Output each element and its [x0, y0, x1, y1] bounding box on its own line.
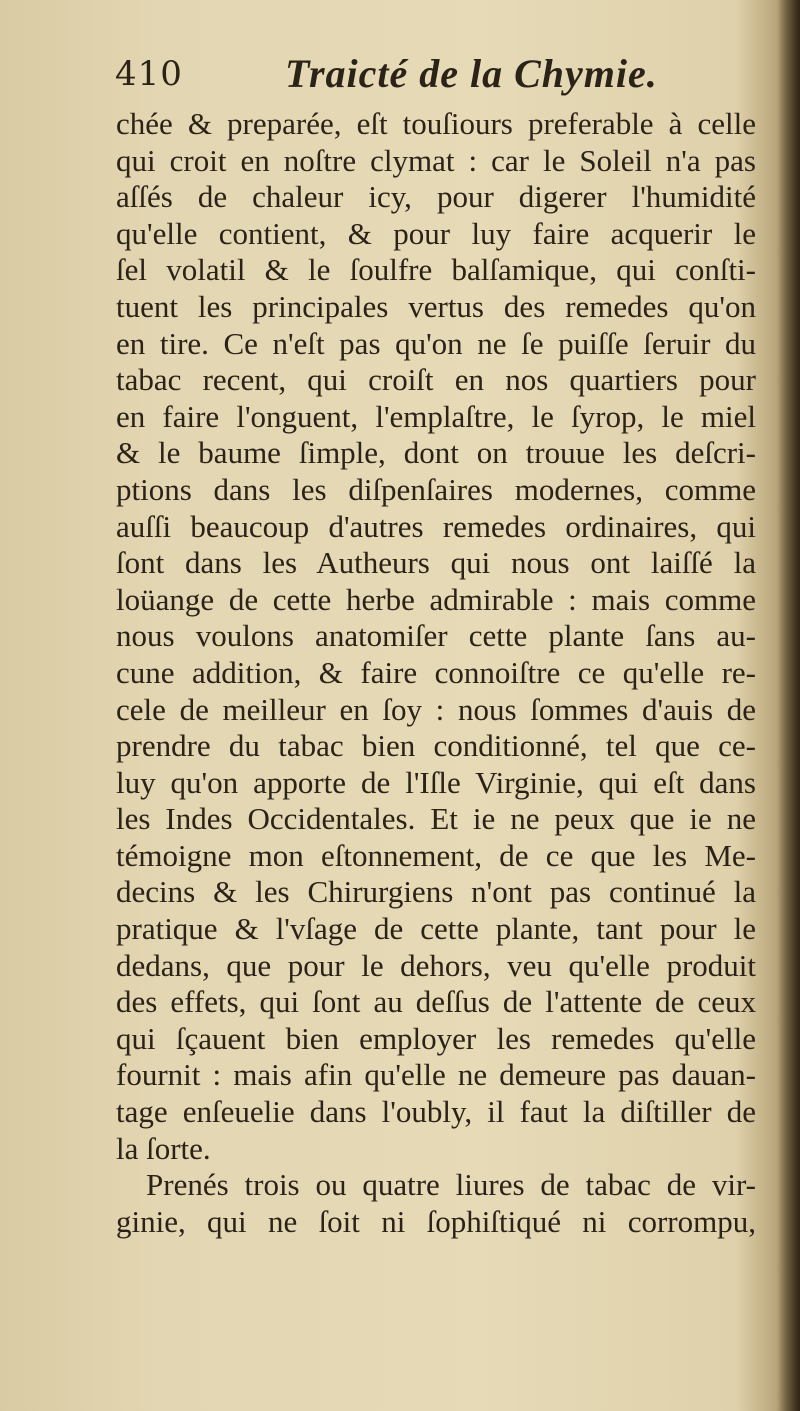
- text-line: auſſi beaucoup d'autres remedes ordinaires, qui: [116, 508, 756, 544]
- text-line: decins & les Chirurgiens n'ont pas continué la: [116, 874, 756, 910]
- text-line: en faire l'onguent, l'emplaſtre, le ſyrop, le miel: [116, 398, 756, 434]
- text-line: aſſés de chaleur icy, pour digerer l'humidité: [116, 179, 756, 215]
- text-line: qui croit en noſtre clymat : car le Soleil n'a pas: [116, 142, 756, 178]
- running-title: Traicté de la Chymie.: [285, 51, 658, 96]
- page-header: [115, 50, 675, 102]
- text-line: les Indes Occidentales. Et ie ne peux que ie ne: [116, 801, 756, 837]
- text-line: témoigne mon eſtonnement, de ce que les Me-: [116, 837, 756, 873]
- text-line: dedans, que pour le dehors, veu qu'elle produit: [116, 947, 756, 983]
- text-line: la ſorte.: [116, 1130, 211, 1166]
- text-line: Prenés trois ou quatre liures de tabac de vir-: [146, 1167, 756, 1203]
- text-line: cune addition, & faire connoiſtre ce qu'elle re-: [116, 654, 756, 690]
- text-line: des effets, qui ſont au deſſus de l'attente de ceux: [116, 984, 756, 1020]
- text-line: tuent les principales vertus des remedes qu'on: [116, 288, 756, 324]
- text-line: ſel volatil & le ſoulfre balſamique, qui conſti-: [116, 252, 756, 288]
- body-text: [116, 106, 756, 1240]
- text-line: nous voulons anatomiſer cette plante ſans au-: [116, 618, 756, 654]
- page-number: 410: [115, 54, 183, 94]
- text-line: en tire. Ce n'eſt pas qu'on ne ſe puiſſe ſeruir du: [116, 325, 756, 361]
- page-gutter-shadow: [778, 0, 800, 1411]
- text-line: tabac recent, qui croiſt en nos quartiers pour: [116, 362, 756, 398]
- text-line: tage enſeuelie dans l'oubly, il faut la diſtiller de: [116, 1094, 756, 1130]
- text-line: loüange de cette herbe admirable : mais comme: [116, 581, 756, 617]
- text-line: qu'elle contient, & pour luy faire acquerir le: [116, 215, 756, 251]
- text-line: luy qu'on apporte de l'Iſle Virginie, qui eſt dans: [116, 764, 756, 800]
- text-line: fournit : mais afin qu'elle ne demeure pas dauan-: [116, 1057, 756, 1093]
- text-line: ginie, qui ne ſoit ni ſophiſtiqué ni corrompu,: [116, 1203, 756, 1239]
- text-line: qui ſçauent bien employer les remedes qu'elle: [116, 1020, 756, 1056]
- text-line: ptions dans les diſpenſaires modernes, comme: [116, 471, 756, 507]
- text-line: cele de meilleur en ſoy : nous ſommes d'auis de: [116, 691, 756, 727]
- text-line: & le baume ſimple, dont on trouue les deſcri-: [116, 435, 756, 471]
- text-line: ſont dans les Autheurs qui nous ont laiſſé la: [116, 545, 756, 581]
- text-line: prendre du tabac bien conditionné, tel que ce-: [116, 728, 756, 764]
- text-line: chée & preparée, eſt touſiours preferable à celle: [116, 106, 756, 141]
- text-line: pratique & l'vſage de cette plante, tant pour le: [116, 911, 756, 947]
